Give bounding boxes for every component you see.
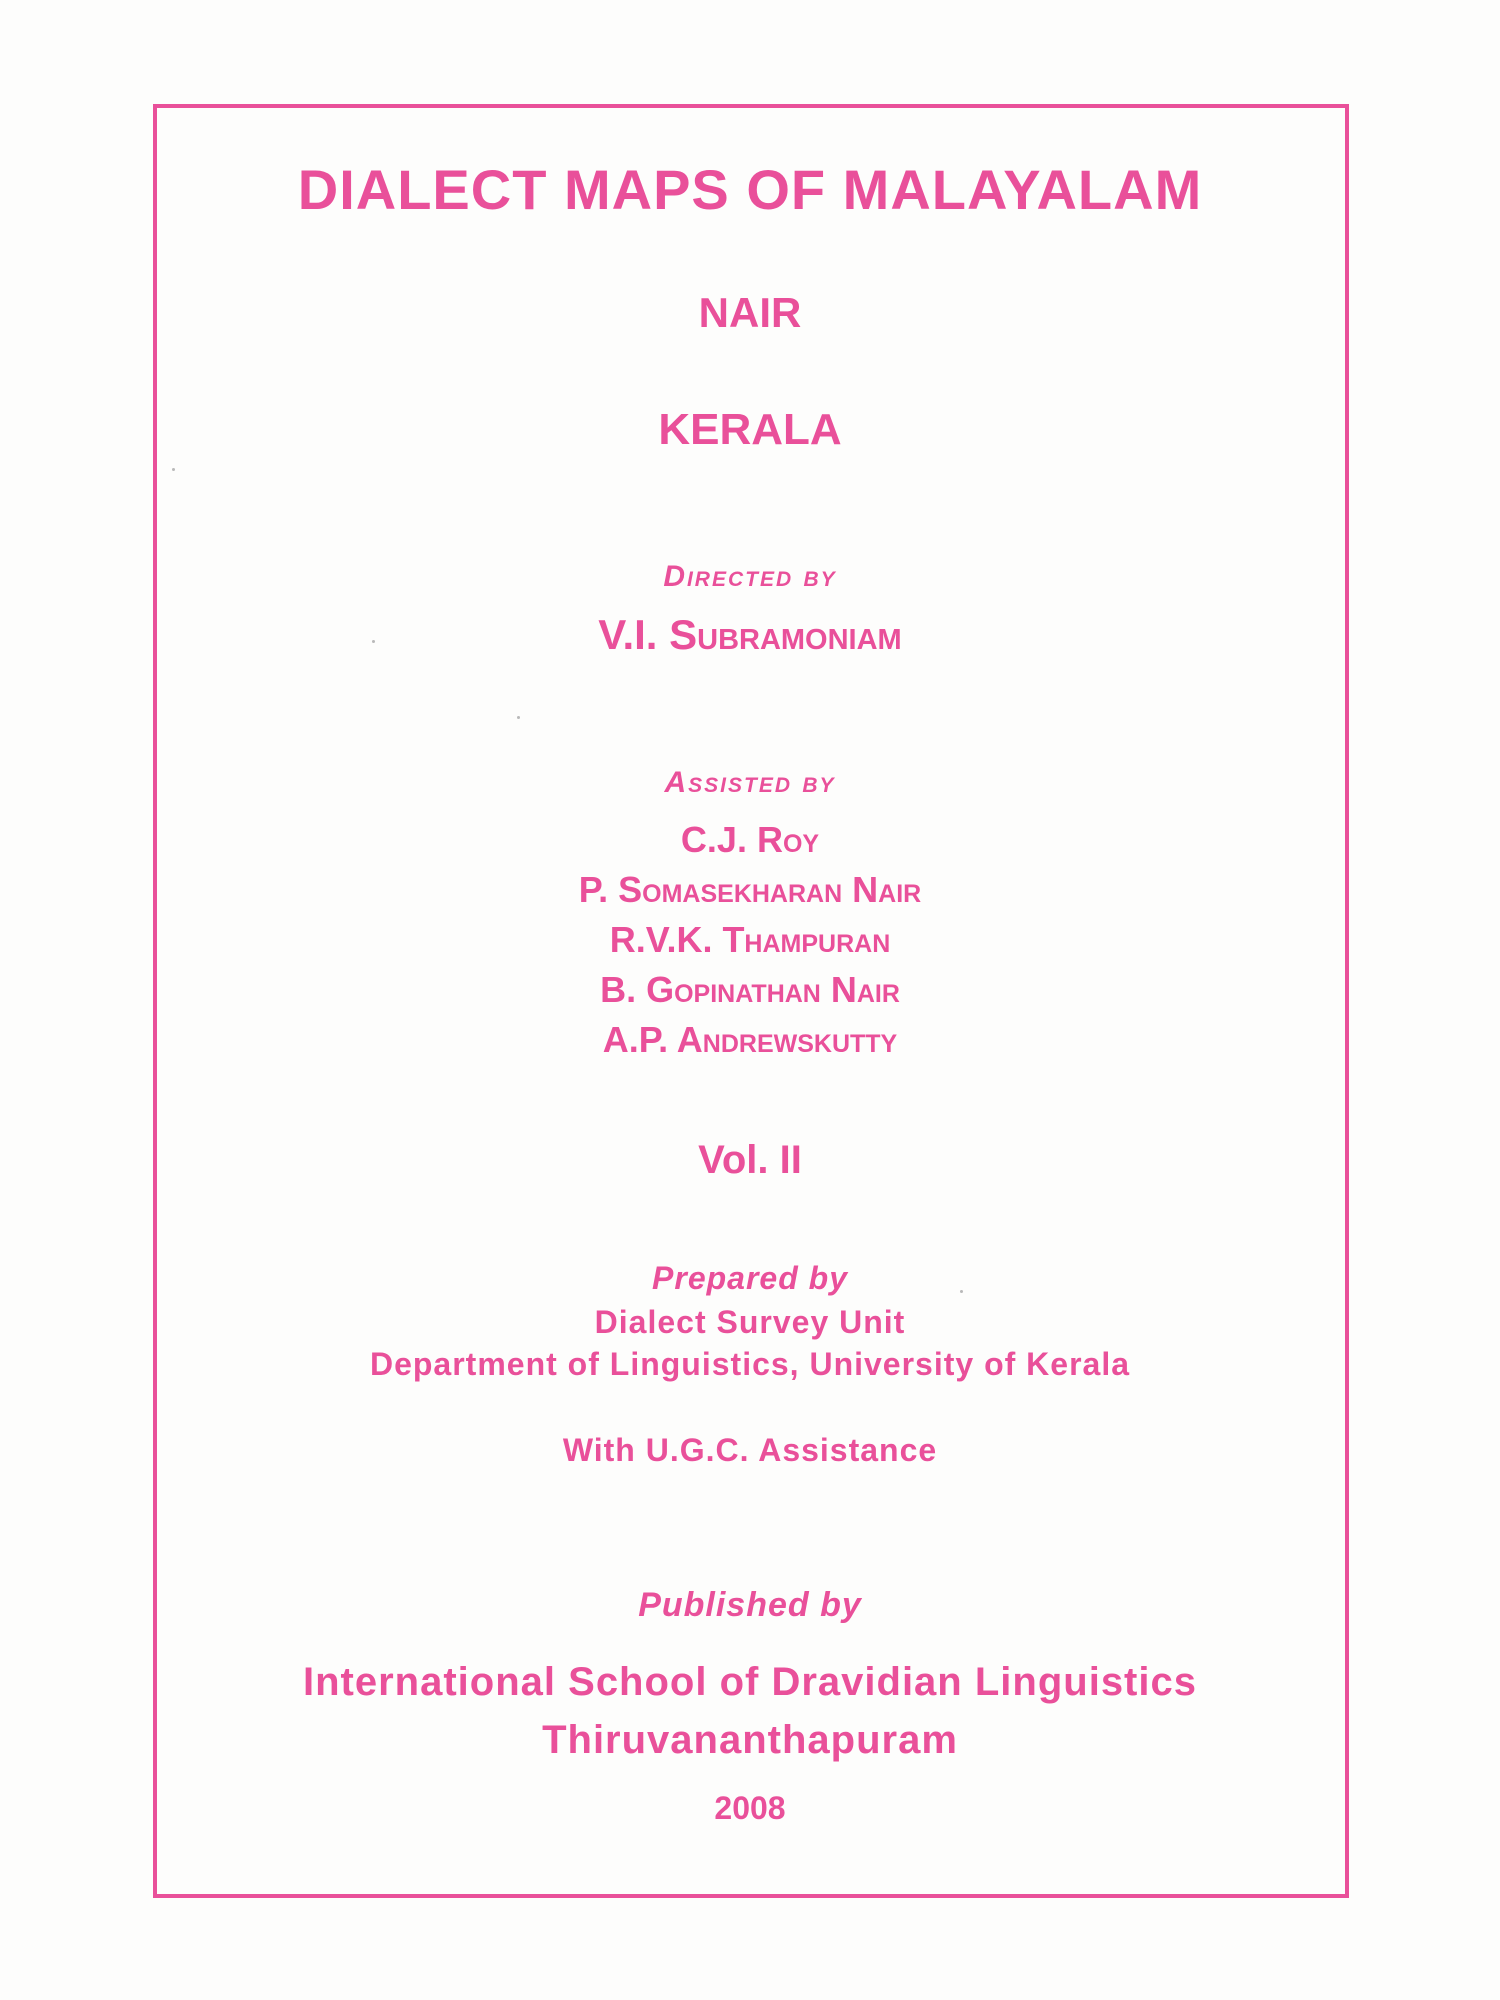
paper-speck (172, 468, 175, 471)
assistant-name: P. Somasekharan Nair (578, 869, 922, 910)
prepared-unit: Dialect Survey Unit (594, 1304, 906, 1340)
paper-speck (517, 716, 520, 719)
book-title: DIALECT MAPS OF MALAYALAM (297, 158, 1203, 221)
prepared-department: Department of Linguistics, University of Kerala (369, 1346, 1131, 1382)
publication-year: 2008 (714, 1790, 786, 1826)
assistance-note: With U.G.C. Assistance (562, 1432, 938, 1468)
assistant-name: A.P. Andrewskutty (602, 1019, 898, 1060)
community-heading: NAIR (698, 289, 802, 336)
prepared-by-label: Prepared by (652, 1260, 848, 1296)
assisted-by-label: Assisted by (664, 766, 836, 799)
paper-speck (372, 640, 375, 643)
region-heading: KERALA (658, 405, 842, 454)
publisher-city: Thiruvananthapuram (542, 1718, 958, 1762)
publisher-name: International School of Dravidian Linguistics (303, 1660, 1197, 1704)
assistant-name: C.J. Roy (680, 819, 820, 860)
assistant-name: B. Gopinathan Nair (600, 969, 900, 1010)
paper-speck (960, 1290, 963, 1293)
volume-number: Vol. II (698, 1138, 802, 1182)
published-by-label: Published by (638, 1586, 862, 1624)
director-name: V.I. Subramoniam (598, 611, 902, 658)
assistant-name: R.V.K. Thampuran (609, 919, 891, 960)
directed-by-label: Directed by (663, 560, 837, 593)
